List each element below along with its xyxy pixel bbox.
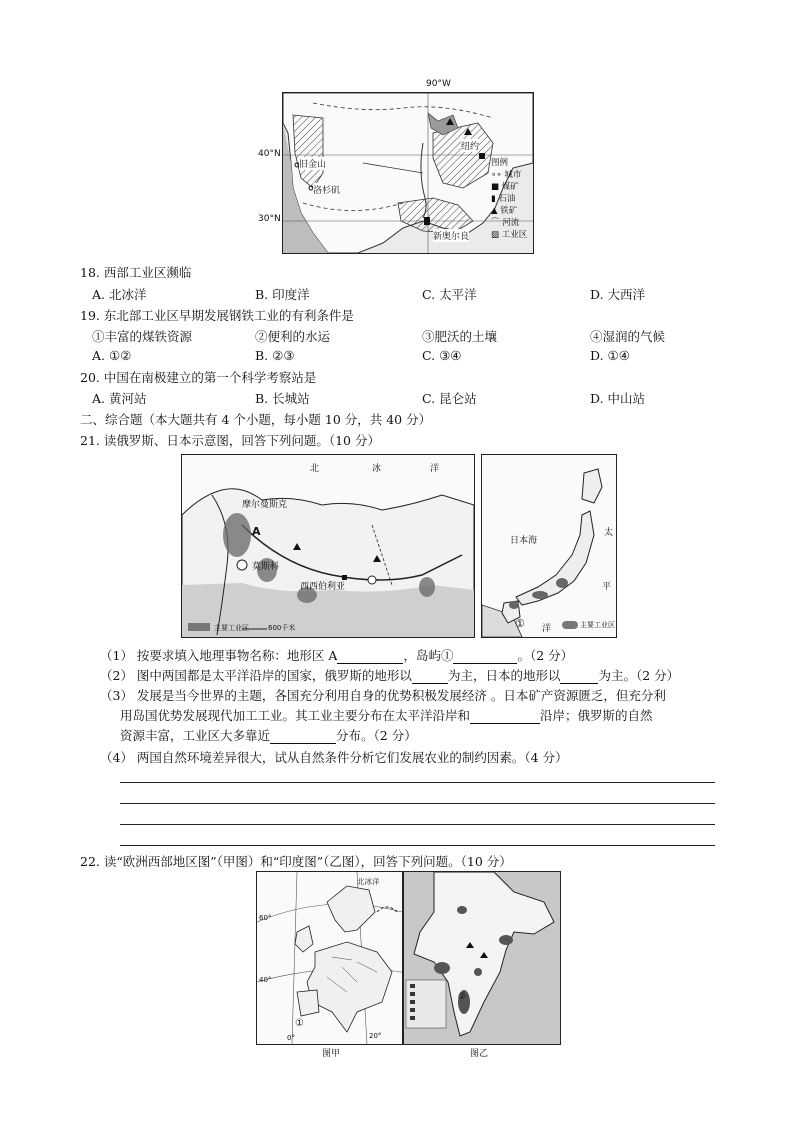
q20-stem: 20. 中国在南极建立的第一个科学考察站是: [80, 370, 317, 385]
japan-map: [481, 454, 617, 638]
q21-part1-text-c: 。（2 分）: [517, 648, 574, 663]
q21-part2-text-c: 为主。（2 分）: [598, 668, 680, 683]
legend-industry: 工业区: [501, 230, 528, 240]
q21-blank-russia-terrain[interactable]: [412, 683, 448, 684]
arctic-label-3: 洋: [430, 464, 440, 474]
q21-part2: [100, 668, 679, 684]
city-icon: ∘∘: [491, 170, 502, 180]
q18-option-d[interactable]: D. 大西洋: [590, 287, 646, 302]
russia-legend-label: 主要工业区: [214, 624, 249, 632]
europe-lon-0-label: 0°: [287, 1034, 295, 1042]
europe-lon-20-label: 20°: [369, 1032, 382, 1040]
island-1-label: ①: [515, 617, 525, 630]
q21-part4: （4） 两国自然环境差异很大，试从自然条件分析它们发展农业的制约因素。（4 分）: [100, 750, 568, 765]
q20-option-c[interactable]: C. 昆仑站: [422, 391, 477, 406]
latitude-30n-label: 30°N: [258, 214, 281, 224]
pacific-label-2: 平: [602, 582, 612, 592]
oil-icon: ▮: [491, 194, 496, 204]
q19-condition-4: ④湿润的气候: [590, 329, 666, 344]
map-legend: [491, 157, 527, 241]
q19-condition-1: ①丰富的煤铁资源: [92, 329, 193, 344]
west-siberia-label: 西西伯利亚: [300, 582, 346, 592]
europe-map-caption: 图甲: [322, 1049, 341, 1059]
q21-part3-line1: （3） 发展是当今世界的主题，各国充分利用自身的优势积极发展经济 。日本矿产资源匮乏，但充分利: [100, 688, 666, 703]
answer-line-2[interactable]: [120, 803, 715, 804]
pacific-label-1: 太: [604, 528, 614, 538]
q19-stem: 19. 东北部工业区早期发展钢铁工业的有利条件是: [80, 308, 354, 323]
answer-line-4[interactable]: [120, 845, 715, 846]
q21-part3-text-d: 分布。（2 分）: [336, 728, 417, 743]
q21-blank-landform-a[interactable]: [337, 663, 403, 664]
q18-option-b[interactable]: B. 印度洋: [255, 287, 310, 302]
q19-option-a[interactable]: A. ①②: [92, 348, 132, 363]
arctic-ocean-label: 北冰洋: [357, 877, 380, 886]
city-los-angeles: 洛杉矶: [313, 183, 340, 196]
q21-part3-line2: [120, 708, 653, 724]
q19-option-c[interactable]: C. ③④: [422, 348, 462, 363]
pacific-label-3: 洋: [542, 624, 552, 634]
q21-blank-island-1[interactable]: [453, 663, 517, 664]
q21-stem: 21. 读俄罗斯、日本示意图，回答下列问题。（10 分）: [80, 433, 380, 448]
arctic-label-2: 冰: [372, 464, 382, 474]
answer-line-3[interactable]: [120, 824, 715, 825]
q18-option-c[interactable]: C. 太平洋: [422, 287, 477, 302]
india-map: [403, 871, 561, 1045]
section-2-heading: 二、综合题（本大题共有 4 个小题，每小题 10 分，共 40 分）: [80, 412, 432, 427]
europe-lat-60-label: 60°: [259, 914, 272, 922]
city-new-orleans: 新奥尔良: [433, 229, 469, 242]
q19-option-b[interactable]: B. ②③: [255, 348, 295, 363]
industry-icon: ▨: [491, 230, 500, 240]
q21-part2-text-b: 为主，日本的地形以: [447, 668, 561, 683]
legend-coal: 煤矿: [501, 182, 519, 192]
q22-stem: 22. 读“欧洲西部地区图”（甲图）和“印度图”（乙图），回答下列问题。（10 分）: [80, 854, 512, 869]
q21-part3-text-b: 沿岸；俄罗斯的自然: [540, 708, 653, 723]
q19-condition-3: ③肥沃的土壤: [422, 329, 498, 344]
longitude-90w-label: 90°W: [426, 79, 451, 89]
q21-part3-text-c: 资源丰富，工业区大多靠近: [120, 728, 271, 743]
q18-option-a[interactable]: A. 北冰洋: [92, 287, 147, 302]
legend-river: 河流: [502, 218, 520, 228]
russia-scale-label: 600千米: [268, 624, 296, 632]
moscow-label: 莫斯科: [252, 562, 280, 572]
murmansk-label: 摩尔曼斯克: [242, 500, 288, 510]
q20-option-d[interactable]: D. 中山站: [590, 391, 646, 406]
q20-option-b[interactable]: B. 长城站: [255, 391, 310, 406]
city-san-francisco: 旧金山: [299, 157, 326, 170]
q21-part3-line3: [120, 728, 417, 744]
river-icon: ⌒: [491, 218, 500, 228]
q21-blank-japan-terrain[interactable]: [560, 683, 598, 684]
city-new-york: 纽约: [461, 139, 479, 152]
europe-map: [256, 871, 403, 1045]
latitude-40n-label: 40°N: [258, 149, 281, 159]
india-mark-2: ②: [458, 992, 467, 1002]
q21-blank-industry-location[interactable]: [270, 743, 336, 744]
legend-city: 城市: [504, 170, 522, 180]
europe-mark-1: ①: [295, 1018, 304, 1029]
sea-of-japan-label: 日本海: [510, 536, 538, 546]
japan-legend-label: 主要工业区: [580, 621, 615, 629]
q18-stem: 18. 西部工业区濒临: [80, 265, 192, 280]
legend-title: 图例: [491, 158, 509, 168]
q21-blank-coast[interactable]: [470, 723, 540, 724]
region-a-label: A: [252, 525, 261, 538]
india-map-caption: 图乙: [470, 1049, 489, 1059]
europe-lat-40-label: 40°: [259, 976, 272, 984]
legend-iron: 铁矿: [500, 206, 518, 216]
north-america-map: [282, 92, 534, 254]
russia-map: [181, 454, 475, 638]
q20-option-a[interactable]: A. 黄河站: [92, 391, 147, 406]
q21-part3-text-a: 用岛国优势发展现代加工工业。其工业主要分布在太平洋沿岸和: [120, 708, 471, 723]
q21-part1-text-b: ，岛屿①: [403, 648, 454, 663]
q19-option-d[interactable]: D. ①④: [590, 348, 630, 363]
iron-icon: ▲: [491, 206, 498, 216]
q21-part1-text-a: （1） 按要求填入地理事物名称：地形区 A: [100, 648, 338, 663]
coal-icon: ■: [491, 182, 500, 192]
arctic-label-1: 北: [310, 464, 320, 474]
q21-part2-text-a: （2） 图中两国都是太平洋沿岸的国家，俄罗斯的地形以: [100, 668, 412, 683]
legend-oil: 石油: [498, 194, 516, 204]
q19-condition-2: ②便利的水运: [255, 329, 331, 344]
answer-line-1[interactable]: [120, 782, 715, 783]
q21-part1: [100, 648, 573, 664]
